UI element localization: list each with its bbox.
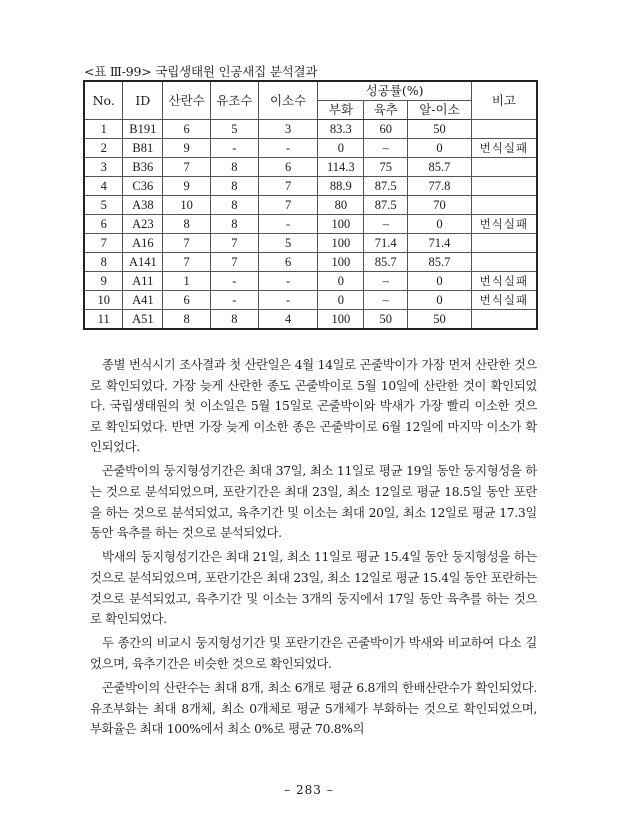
cell-no: 8	[84, 253, 123, 272]
cell-fledged: 4	[258, 310, 318, 330]
cell-remarks	[471, 158, 537, 177]
cell-no: 9	[84, 272, 123, 291]
cell-hatchlings: 8	[211, 215, 259, 234]
cell-remarks	[471, 120, 537, 139]
cell-rearing: 50	[364, 310, 408, 330]
cell-id: C36	[123, 177, 163, 196]
cell-egg-fledge: 0	[408, 215, 472, 234]
analysis-results-table	[83, 80, 538, 330]
cell-no: 7	[84, 234, 123, 253]
header-remarks: 비고	[471, 81, 537, 120]
paragraph: 곤줄박이의 둥지형성기간은 최대 37일, 최소 11일로 평균 19일 동안 둥지형성을 하는 것으로 분석되었으며, 포란기간은 최대 23일, 최소 12일로 평균 18.5일 동안 포란을 하는 것으로 분석되었고, 육추기간 및 이소는 최대 20일, 최소 12일로 평균 17.3일 동안 육추를 하는 것으로 분석되었다.	[90, 464, 537, 541]
cell-no: 10	[84, 291, 123, 310]
header-id: ID	[123, 81, 163, 120]
cell-eggs: 6	[163, 120, 211, 139]
cell-id: A51	[123, 310, 163, 330]
cell-rearing: 75	[364, 158, 408, 177]
paragraph: 종별 번식시기 조사결과 첫 산란일은 4월 14일로 곤줄박이가 가장 먼저 산란한 것으로 확인되었다. 가장 늦게 산란한 종도 곤줄박이로 5월 10일에 산란한 것이 확인되었다. 국립생태원의 첫 이소일은 5월 15일로 곤줄박이와 박새가 가장 빨리 이소한 것으로 확인되었다. 반면 가장 늦게 이소한 종은 곤줄박이로 6월 12일에 마지막 이소가 확인되었다.	[90, 358, 537, 455]
cell-no: 6	[84, 215, 123, 234]
cell-hatchlings: 8	[211, 196, 259, 215]
cell-id: B36	[123, 158, 163, 177]
table-row	[84, 139, 537, 158]
table-body	[84, 120, 537, 330]
cell-hatch: 114.3	[318, 158, 364, 177]
cell-no: 4	[84, 177, 123, 196]
cell-rearing: –	[364, 215, 408, 234]
cell-egg-fledge: 71.4	[408, 234, 472, 253]
cell-hatch: 0	[318, 139, 364, 158]
cell-eggs: 8	[163, 215, 211, 234]
cell-hatch: 80	[318, 196, 364, 215]
cell-no: 2	[84, 139, 123, 158]
cell-eggs: 6	[163, 291, 211, 310]
table-row	[84, 196, 537, 215]
cell-no: 11	[84, 310, 123, 330]
header-hatch: 부화	[318, 101, 364, 120]
table-header-row	[84, 81, 537, 101]
cell-eggs: 1	[163, 272, 211, 291]
cell-remarks	[471, 253, 537, 272]
cell-id: A23	[123, 215, 163, 234]
cell-rearing: 87.5	[364, 177, 408, 196]
cell-rearing: –	[364, 291, 408, 310]
cell-fledged: 7	[258, 177, 318, 196]
table-row	[84, 158, 537, 177]
cell-hatch: 100	[318, 310, 364, 330]
page-number: – 283 –	[284, 783, 334, 797]
cell-rearing: –	[364, 272, 408, 291]
cell-hatch: 100	[318, 215, 364, 234]
cell-eggs: 10	[163, 196, 211, 215]
cell-eggs: 9	[163, 177, 211, 196]
cell-rearing: 85.7	[364, 253, 408, 272]
cell-no: 3	[84, 158, 123, 177]
cell-no: 1	[84, 120, 123, 139]
cell-egg-fledge: 0	[408, 272, 472, 291]
table-row	[84, 120, 537, 139]
cell-hatchlings: -	[211, 139, 259, 158]
cell-egg-fledge: 0	[408, 139, 472, 158]
cell-no: 5	[84, 196, 123, 215]
cell-fledged: 3	[258, 120, 318, 139]
header-success-rate: 성공률(%)	[318, 81, 471, 101]
cell-hatchlings: -	[211, 291, 259, 310]
cell-id: A38	[123, 196, 163, 215]
cell-hatch: 100	[318, 234, 364, 253]
cell-id: A141	[123, 253, 163, 272]
cell-egg-fledge: 50	[408, 120, 472, 139]
cell-eggs: 8	[163, 310, 211, 330]
cell-hatchlings: 7	[211, 253, 259, 272]
cell-id: B81	[123, 139, 163, 158]
cell-remarks	[471, 234, 537, 253]
table-row	[84, 177, 537, 196]
table-caption: <표 Ⅲ-99> 국립생태원 인공새집 분석결과	[84, 64, 318, 79]
table-row	[84, 310, 537, 330]
cell-rearing: 60	[364, 120, 408, 139]
header-egg-fledge: 알-이소	[408, 101, 472, 120]
cell-rearing: –	[364, 139, 408, 158]
cell-rearing: 71.4	[364, 234, 408, 253]
cell-remarks	[471, 177, 537, 196]
cell-egg-fledge: 77.8	[408, 177, 472, 196]
paragraph: 곤줄박이의 산란수는 최대 8개, 최소 6개로 평균 6.8개의 한배산란수가 확인되었다. 유조부화는 최대 8개체, 최소 0개체로 평균 5개체가 부화하는 것으로 확인되었으며, 부화율은 최대 100%에서 최소 0%로 평균 70.8%의	[90, 680, 537, 737]
paragraph: 박새의 둥지형성기간은 최대 21일, 최소 11일로 평균 15.4일 동안 둥지형성을 하는 것으로 분석되었으며, 포란기간은 최대 23일, 최소 12일로 평균 15.4일 동안 포란하는 것으로 분석되었고, 육추기간 및 이소는 3개의 둥지에서 17일 동안 육추를 하는 것으로 확인되었다.	[90, 550, 537, 627]
cell-egg-fledge: 0	[408, 291, 472, 310]
cell-id: B191	[123, 120, 163, 139]
cell-remarks: 번식실패	[471, 139, 537, 158]
table-row	[84, 215, 537, 234]
cell-remarks	[471, 196, 537, 215]
cell-egg-fledge: 85.7	[408, 253, 472, 272]
cell-eggs: 7	[163, 158, 211, 177]
cell-id: A41	[123, 291, 163, 310]
header-hatchlings: 유조수	[211, 81, 259, 120]
cell-remarks: 번식실패	[471, 272, 537, 291]
cell-fledged: -	[258, 272, 318, 291]
cell-hatch: 100	[318, 253, 364, 272]
cell-eggs: 7	[163, 234, 211, 253]
cell-fledged: 6	[258, 253, 318, 272]
cell-fledged: -	[258, 215, 318, 234]
cell-remarks: 번식실패	[471, 215, 537, 234]
cell-hatch: 0	[318, 291, 364, 310]
cell-hatchlings: 8	[211, 177, 259, 196]
cell-remarks: 번식실패	[471, 291, 537, 310]
cell-hatchlings: 5	[211, 120, 259, 139]
table-row	[84, 253, 537, 272]
cell-eggs: 7	[163, 253, 211, 272]
cell-eggs: 9	[163, 139, 211, 158]
cell-rearing: 87.5	[364, 196, 408, 215]
cell-egg-fledge: 70	[408, 196, 472, 215]
cell-id: A11	[123, 272, 163, 291]
header-eggs: 산란수	[163, 81, 211, 120]
cell-egg-fledge: 85.7	[408, 158, 472, 177]
header-no: No.	[84, 81, 123, 120]
table-row	[84, 234, 537, 253]
cell-hatch: 83.3	[318, 120, 364, 139]
table-row	[84, 291, 537, 310]
cell-fledged: 5	[258, 234, 318, 253]
body-text	[90, 355, 537, 743]
cell-id: A16	[123, 234, 163, 253]
cell-fledged: 7	[258, 196, 318, 215]
header-fledged: 이소수	[258, 81, 318, 120]
cell-hatchlings: 8	[211, 310, 259, 330]
cell-fledged: -	[258, 139, 318, 158]
cell-remarks	[471, 310, 537, 330]
cell-egg-fledge: 50	[408, 310, 472, 330]
paragraph: 두 종간의 비교시 둥지형성기간 및 포란기간은 곤줄박이가 박새와 비교하여 다소 길었으며, 육추기간은 비슷한 것으로 확인되었다.	[90, 636, 537, 671]
cell-hatchlings: 8	[211, 158, 259, 177]
cell-hatchlings: 7	[211, 234, 259, 253]
header-rearing: 육추	[364, 101, 408, 120]
cell-fledged: -	[258, 291, 318, 310]
table-row	[84, 272, 537, 291]
cell-hatchlings: -	[211, 272, 259, 291]
cell-hatch: 88.9	[318, 177, 364, 196]
cell-hatch: 0	[318, 272, 364, 291]
cell-fledged: 6	[258, 158, 318, 177]
